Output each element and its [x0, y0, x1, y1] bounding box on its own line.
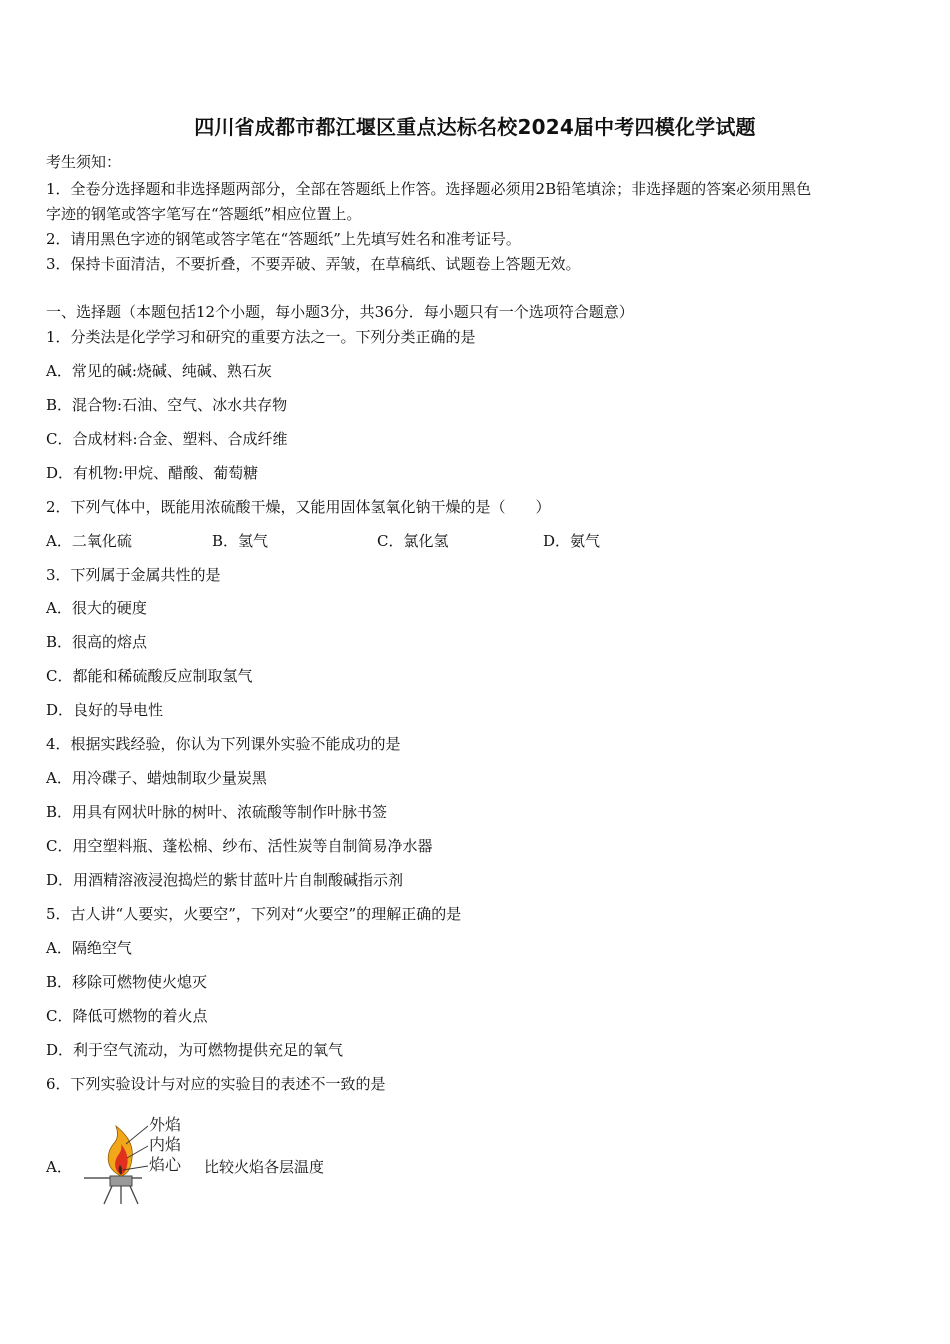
q2-option-c: C．氯化氢: [377, 532, 449, 550]
q1-option-a: A．常见的碱:烧碱、纯碱、熟石灰: [46, 362, 272, 380]
q2-option-d: D．氨气: [543, 532, 601, 550]
q5-option-d: D．利于空气流动，为可燃物提供充足的氧气: [46, 1041, 344, 1059]
q4-stem: 4．根据实践经验，你认为下列课外实验不能成功的是: [46, 735, 401, 753]
notice-item-1-cont: 字迹的钢笔或答字笔写在“答题纸”相应位置上。: [46, 205, 362, 223]
middle-flame-label: 内焰: [149, 1135, 182, 1154]
q1-option-b: B．混合物:石油、空气、冰水共存物: [46, 396, 288, 414]
q5-option-c: C．降低可燃物的着火点: [46, 1007, 208, 1025]
q6-option-a-label: A．: [46, 1158, 72, 1176]
q5-stem: 5．古人讲“人要实，火要空”，下列对“火要空”的理解正确的是: [46, 905, 462, 923]
q4-option-d: D．用酒精溶液浸泡捣烂的紫甘蓝叶片自制酸碱指示剂: [46, 871, 404, 889]
q5-option-a: A．隔绝空气: [46, 939, 132, 957]
q4-option-c: C．用空塑料瓶、蓬松棉、纱布、活性炭等自制简易净水器: [46, 837, 433, 855]
q5-option-b: B．移除可燃物使火熄灭: [46, 973, 208, 991]
q3-option-c: C．都能和稀硫酸反应制取氢气: [46, 667, 253, 685]
notice-item-1: 1．全卷分选择题和非选择题两部分，全部在答题纸上作答。选择题必须用2B铅笔填涂；非选择题的答案必须用黑色: [46, 180, 812, 198]
notice-heading: 考生须知：: [46, 153, 122, 171]
q1-option-c: C．合成材料:合金、塑料、合成纤维: [46, 430, 288, 448]
q1-option-d: D．有机物:甲烷、醋酸、葡萄糖: [46, 464, 259, 482]
notice-item-3: 3．保持卡面清洁，不要折叠，不要弄破、弄皱，在草稿纸、试题卷上答题无效。: [46, 255, 581, 273]
q3-option-d: D．良好的导电性: [46, 701, 164, 719]
flame-diagram: [82, 1112, 192, 1212]
q6-option-a-text: 比较火焰各层温度: [204, 1158, 325, 1176]
q3-option-a: A．很大的硬度: [46, 599, 147, 617]
inner-flame-label: 焰心: [149, 1155, 182, 1174]
q4-option-b: B．用具有网状叶脉的树叶、浓硫酸等制作叶脉书签: [46, 803, 388, 821]
q6-stem: 6．下列实验设计与对应的实验目的表述不一致的是: [46, 1075, 386, 1093]
outer-flame-label: 外焰: [149, 1115, 182, 1134]
q3-option-b: B．很高的熔点: [46, 633, 148, 651]
section-heading: 一、选择题（本题包括12个小题，每小题3分，共36分．每小题只有一个选项符合题意）: [46, 303, 634, 321]
q4-option-a: A．用冷碟子、蜡烛制取少量炭黑: [46, 769, 267, 787]
q2-option-a: A．二氧化硫: [46, 532, 132, 550]
notice-item-2: 2．请用黑色字迹的钢笔或答字笔在“答题纸”上先填写姓名和准考证号。: [46, 230, 521, 248]
flame-illustration: [82, 1112, 192, 1212]
q3-stem: 3．下列属于金属共性的是: [46, 566, 221, 584]
q2-stem: 2．下列气体中，既能用浓硫酸干燥，又能用固体氢氧化钠干燥的是（ ）: [46, 498, 551, 516]
page-title: 四川省成都市都江堰区重点达标名校2024届中考四模化学试题: [194, 115, 756, 139]
q2-option-b: B．氢气: [212, 532, 269, 550]
q2-options: [46, 531, 646, 551]
q1-stem: 1．分类法是化学学习和研究的重要方法之一。下列分类正确的是: [46, 328, 476, 346]
